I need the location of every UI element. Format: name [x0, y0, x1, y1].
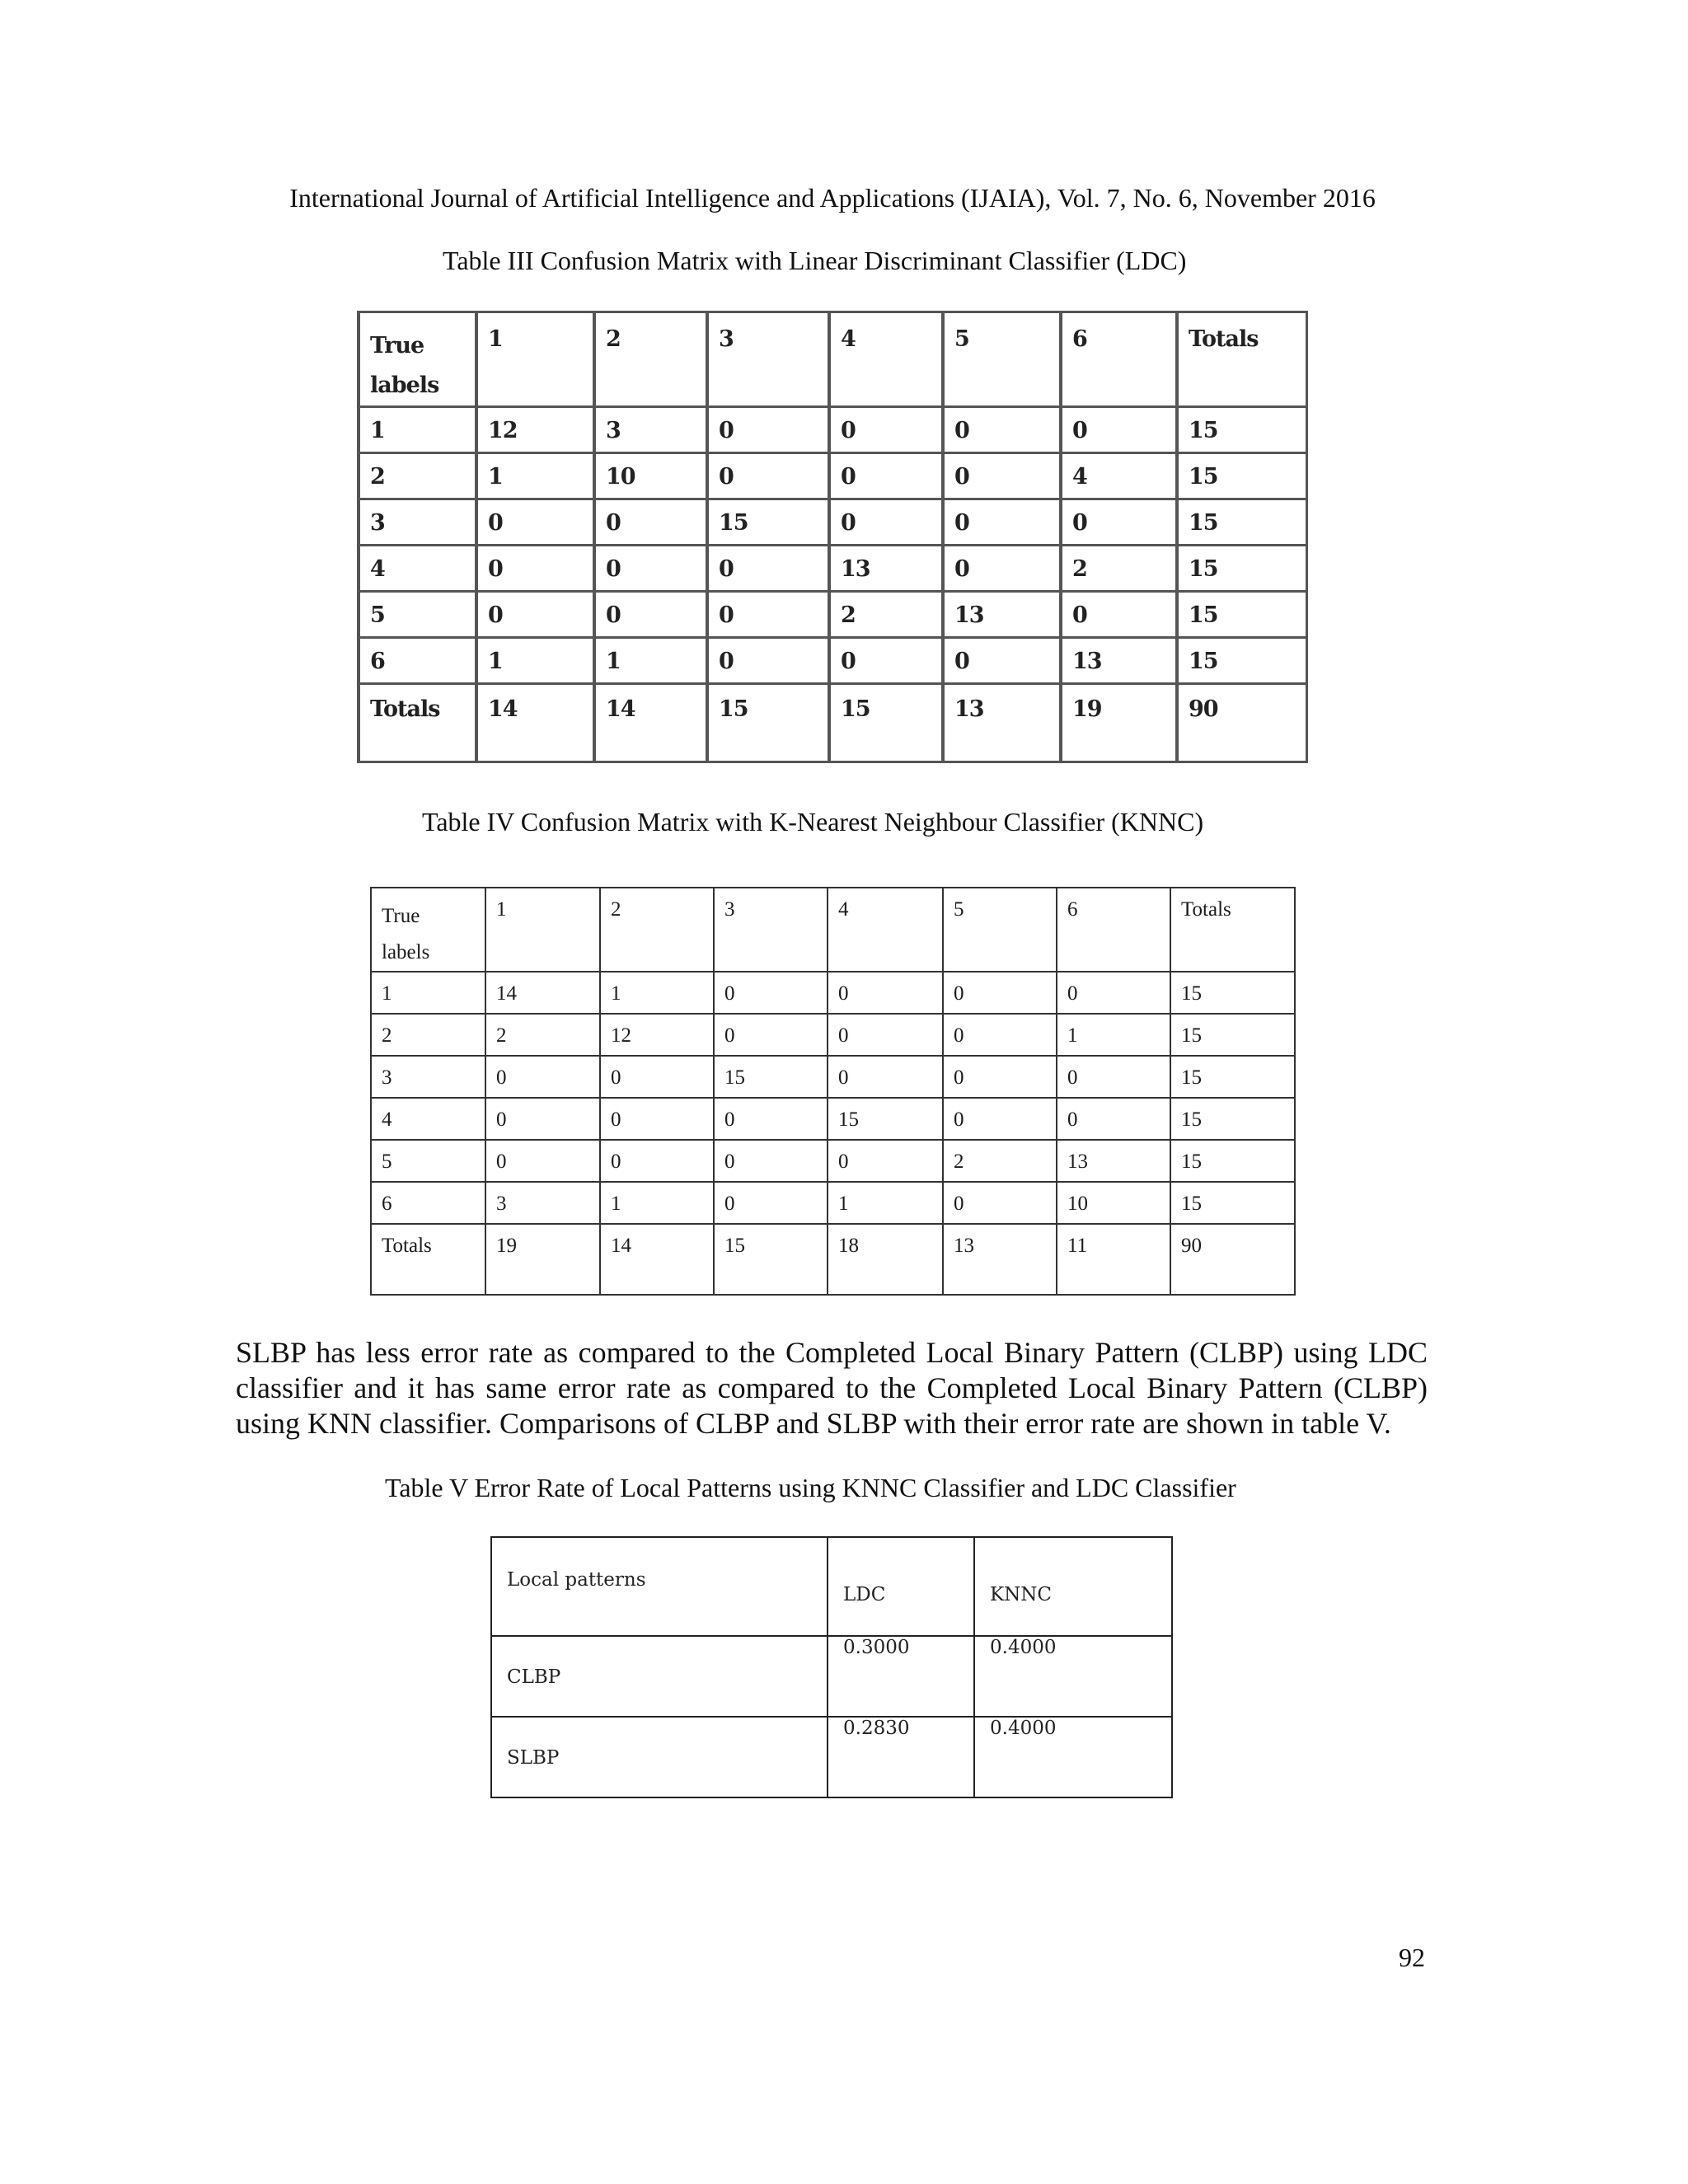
body-paragraph: SLBP has less error rate as compared to the Completed Local Binary Pattern (CLBP) using LDC classifier and it has same error rate as compared to the Completed Local Binary Pattern (CLBP) using KNN classifier. Comparisons of CLBP and SLBP with their error rate are shown in table V. [236, 1336, 1428, 1440]
matrix-cell: 0 [943, 546, 1061, 592]
table-iii-ldc-confusion-matrix [357, 311, 1308, 763]
totals-cell: Totals [371, 1224, 485, 1295]
totals-row [359, 684, 1306, 762]
matrix-cell: 0 [943, 1056, 1057, 1098]
matrix-cell: 15 [1177, 499, 1306, 546]
totals-cell: 13 [943, 684, 1061, 762]
header-cell: 2 [594, 312, 707, 407]
header-cell: True labels [371, 888, 485, 972]
totals-cell: 18 [828, 1224, 943, 1295]
matrix-row [371, 1182, 1295, 1224]
matrix-cell: 0 [600, 1098, 714, 1140]
matrix-cell: 2 [1061, 546, 1177, 592]
table-v-cell: 0.3000 [828, 1636, 974, 1717]
matrix-cell: 1 [828, 1182, 943, 1224]
matrix-cell: 2 [371, 1014, 485, 1056]
matrix-cell: 0 [485, 1098, 600, 1140]
totals-cell: 15 [829, 684, 943, 762]
table-v-header-row [491, 1537, 1172, 1636]
matrix-cell: 2 [829, 592, 943, 638]
matrix-cell: 0 [485, 1056, 600, 1098]
matrix-cell: 2 [485, 1014, 600, 1056]
matrix-cell: 0 [943, 972, 1057, 1014]
matrix-cell: 12 [476, 407, 594, 453]
matrix-cell: 15 [1177, 546, 1306, 592]
table-v-caption: Table V Error Rate of Local Patterns using KNNC Classifier and LDC Classifier [385, 1473, 1236, 1502]
header-cell: 3 [707, 312, 829, 407]
matrix-cell: 3 [359, 499, 476, 546]
matrix-cell: 0 [943, 453, 1061, 499]
totals-cell: 15 [714, 1224, 828, 1295]
matrix-cell: 15 [1170, 972, 1295, 1014]
table-iv-knnc-confusion-matrix [370, 887, 1296, 1296]
matrix-cell: 0 [714, 1014, 828, 1056]
matrix-row [371, 1098, 1295, 1140]
matrix-cell: 3 [371, 1056, 485, 1098]
matrix-row [359, 546, 1306, 592]
matrix-cell: 0 [714, 1182, 828, 1224]
matrix-cell: 0 [476, 499, 594, 546]
matrix-cell: 1 [371, 972, 485, 1014]
running-header: International Journal of Artificial Intelligence and Applications (IJAIA), Vol. 7, No. 6, November 2016 [289, 183, 1376, 213]
matrix-cell: 10 [594, 453, 707, 499]
matrix-cell: 14 [485, 972, 600, 1014]
table-v-header-cell: KNNC [974, 1537, 1172, 1636]
matrix-cell: 12 [600, 1014, 714, 1056]
table-v-cell: 0.4000 [974, 1717, 1172, 1797]
table-v-cell: CLBP [491, 1636, 828, 1717]
matrix-cell: 1 [600, 1182, 714, 1224]
matrix-row [371, 1014, 1295, 1056]
matrix-cell: 0 [714, 1098, 828, 1140]
matrix-cell: 15 [1170, 1014, 1295, 1056]
matrix-cell: 0 [943, 638, 1061, 684]
matrix-cell: 13 [829, 546, 943, 592]
matrix-row [371, 972, 1295, 1014]
matrix-cell: 0 [600, 1056, 714, 1098]
matrix-cell: 1 [1057, 1014, 1170, 1056]
matrix-cell: 0 [829, 407, 943, 453]
matrix-cell: 15 [1177, 453, 1306, 499]
matrix-cell: 0 [1061, 407, 1177, 453]
matrix-cell: 1 [359, 407, 476, 453]
matrix-cell: 5 [371, 1140, 485, 1182]
matrix-cell: 0 [594, 546, 707, 592]
matrix-cell: 15 [1170, 1140, 1295, 1182]
matrix-cell: 0 [594, 499, 707, 546]
matrix-cell: 0 [829, 453, 943, 499]
matrix-cell: 13 [1057, 1140, 1170, 1182]
matrix-cell: 0 [707, 638, 829, 684]
totals-cell: 90 [1170, 1224, 1295, 1295]
page-number: 92 [1399, 1943, 1425, 1972]
matrix-cell: 0 [707, 546, 829, 592]
table-v-header-cell: LDC [828, 1537, 974, 1636]
matrix-cell: 3 [594, 407, 707, 453]
totals-cell: 13 [943, 1224, 1057, 1295]
matrix-cell: 15 [714, 1056, 828, 1098]
matrix-cell: 0 [1057, 1056, 1170, 1098]
matrix-cell: 1 [600, 972, 714, 1014]
matrix-cell: 4 [359, 546, 476, 592]
header-cell: 1 [485, 888, 600, 972]
matrix-row [359, 592, 1306, 638]
totals-cell: 14 [594, 684, 707, 762]
matrix-cell: 0 [943, 1098, 1057, 1140]
matrix-cell: 0 [829, 499, 943, 546]
matrix-cell: 0 [943, 1182, 1057, 1224]
matrix-cell: 15 [1170, 1098, 1295, 1140]
totals-row [371, 1224, 1295, 1295]
matrix-cell: 15 [1170, 1056, 1295, 1098]
header-cell: 4 [829, 312, 943, 407]
matrix-cell: 0 [1057, 972, 1170, 1014]
matrix-cell: 15 [828, 1098, 943, 1140]
matrix-cell: 13 [943, 592, 1061, 638]
matrix-cell: 0 [485, 1140, 600, 1182]
matrix-row [359, 638, 1306, 684]
matrix-cell: 0 [707, 592, 829, 638]
table-iv-body [371, 888, 1295, 1295]
table-v-error-rates [490, 1536, 1173, 1798]
matrix-cell: 1 [476, 453, 594, 499]
totals-cell: 19 [485, 1224, 600, 1295]
header-cell: 4 [828, 888, 943, 972]
matrix-cell: 0 [1061, 499, 1177, 546]
table-v-header-cell: Local patterns [491, 1537, 828, 1636]
matrix-cell: 13 [1061, 638, 1177, 684]
matrix-cell: 15 [1177, 407, 1306, 453]
table-v-cell: SLBP [491, 1717, 828, 1797]
table-v-cell: 0.2830 [828, 1717, 974, 1797]
header-cell: 1 [476, 312, 594, 407]
matrix-cell: 0 [943, 407, 1061, 453]
matrix-cell: 0 [828, 1140, 943, 1182]
matrix-cell: 15 [1170, 1182, 1295, 1224]
matrix-row [359, 499, 1306, 546]
header-cell: 6 [1061, 312, 1177, 407]
matrix-row [371, 1140, 1295, 1182]
matrix-cell: 6 [371, 1182, 485, 1224]
matrix-cell: 0 [476, 546, 594, 592]
header-cell: True labels [359, 312, 476, 407]
matrix-cell: 0 [828, 972, 943, 1014]
matrix-cell: 2 [359, 453, 476, 499]
matrix-cell: 5 [359, 592, 476, 638]
matrix-cell: 0 [1061, 592, 1177, 638]
matrix-cell: 10 [1057, 1182, 1170, 1224]
totals-cell: 19 [1061, 684, 1177, 762]
table-v-cell: 0.4000 [974, 1636, 1172, 1717]
matrix-cell: 0 [943, 1014, 1057, 1056]
table-iii-body [359, 312, 1306, 762]
matrix-cell: 0 [594, 592, 707, 638]
header-cell: 2 [600, 888, 714, 972]
matrix-cell: 4 [1061, 453, 1177, 499]
matrix-cell: 2 [943, 1140, 1057, 1182]
matrix-cell: 0 [600, 1140, 714, 1182]
header-row [359, 312, 1306, 407]
matrix-cell: 0 [476, 592, 594, 638]
matrix-cell: 0 [707, 453, 829, 499]
matrix-cell: 0 [829, 638, 943, 684]
header-cell: 3 [714, 888, 828, 972]
matrix-cell: 4 [371, 1098, 485, 1140]
totals-cell: 14 [476, 684, 594, 762]
matrix-cell: 0 [714, 972, 828, 1014]
matrix-cell: 15 [1177, 638, 1306, 684]
header-cell: 5 [943, 888, 1057, 972]
matrix-row [371, 1056, 1295, 1098]
table-v-row [491, 1717, 1172, 1797]
matrix-row [359, 407, 1306, 453]
header-cell: Totals [1170, 888, 1295, 972]
table-v-row [491, 1636, 1172, 1717]
matrix-cell: 15 [707, 499, 829, 546]
table-iv-caption: Table IV Confusion Matrix with K-Nearest Neighbour Classifier (KNNC) [422, 807, 1204, 837]
totals-cell: 14 [600, 1224, 714, 1295]
matrix-cell: 0 [828, 1056, 943, 1098]
matrix-cell: 1 [476, 638, 594, 684]
header-cell: 5 [943, 312, 1061, 407]
matrix-row [359, 453, 1306, 499]
totals-cell: 15 [707, 684, 829, 762]
matrix-cell: 6 [359, 638, 476, 684]
totals-cell: 90 [1177, 684, 1306, 762]
table-iii-caption: Table III Confusion Matrix with Linear Discriminant Classifier (LDC) [443, 246, 1187, 275]
matrix-cell: 15 [1177, 592, 1306, 638]
matrix-cell: 0 [714, 1140, 828, 1182]
matrix-cell: 0 [707, 407, 829, 453]
header-row [371, 888, 1295, 972]
header-cell: 6 [1057, 888, 1170, 972]
header-cell: Totals [1177, 312, 1306, 407]
matrix-cell: 0 [1057, 1098, 1170, 1140]
matrix-cell: 1 [594, 638, 707, 684]
totals-cell: 11 [1057, 1224, 1170, 1295]
matrix-cell: 0 [828, 1014, 943, 1056]
matrix-cell: 0 [943, 499, 1061, 546]
matrix-cell: 3 [485, 1182, 600, 1224]
totals-cell: Totals [359, 684, 476, 762]
